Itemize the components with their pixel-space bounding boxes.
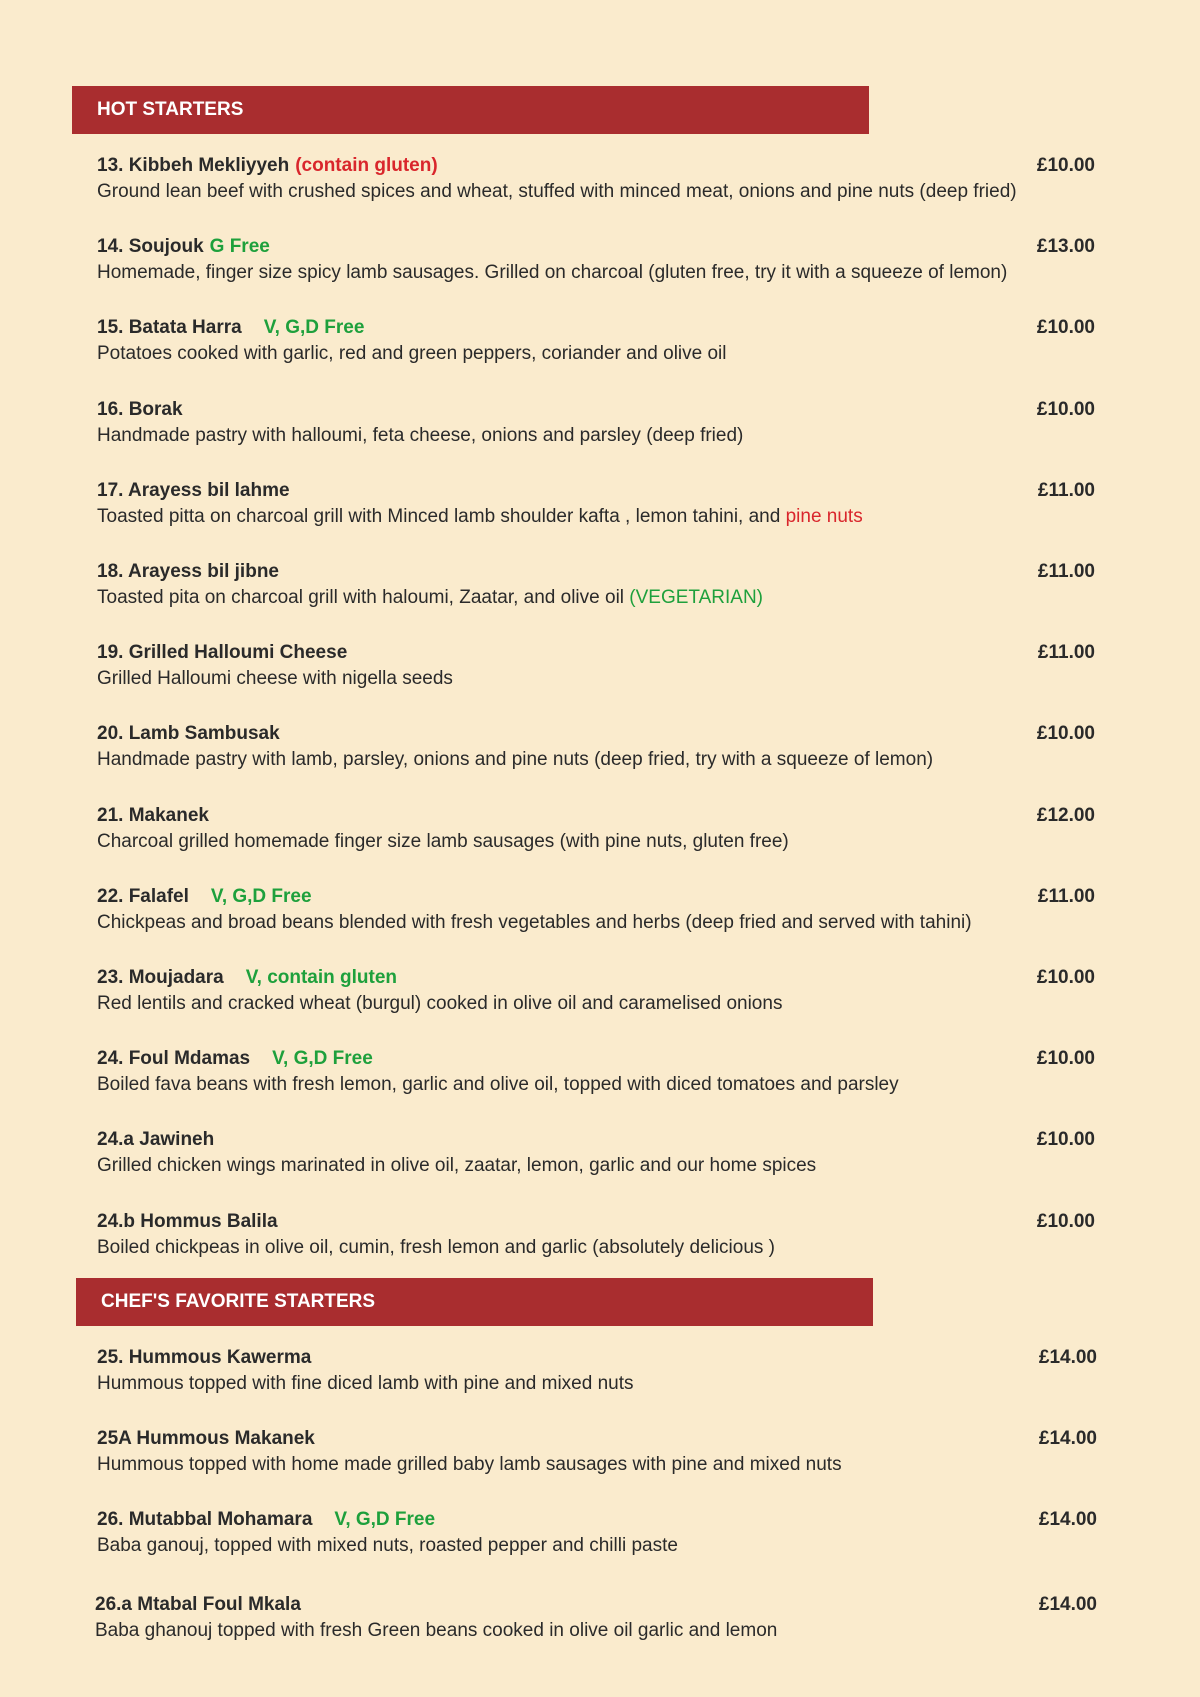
menu-item-heading	[97, 315, 1095, 341]
menu-item-price: £13.00	[1036, 236, 1095, 257]
menu-item-description	[97, 504, 1095, 530]
menu-item-description	[97, 666, 1095, 692]
menu-item-description	[97, 341, 1095, 367]
menu-item-description	[97, 1452, 1095, 1478]
menu-item	[97, 1209, 1095, 1261]
menu-item-description	[97, 829, 1095, 855]
menu-item-name: 17. Arayess bil lahme	[97, 480, 290, 501]
menu-item-heading	[97, 478, 1095, 504]
menu-item-name: 19. Grilled Halloumi Cheese	[97, 642, 348, 663]
menu-item-heading	[97, 1127, 1095, 1153]
menu-item-heading	[97, 397, 1095, 423]
menu-item-price: £11.00	[1037, 480, 1095, 501]
menu-item-heading	[97, 1507, 1095, 1533]
menu-item	[97, 884, 1095, 936]
menu-item-heading	[97, 884, 1095, 910]
menu-item-name: 24.b Hommus Balila	[97, 1211, 278, 1232]
menu-item-heading	[97, 640, 1095, 666]
description-text: Baba ghanouj topped with fresh Green beans cooked in olive oil garlic and lemon	[95, 1620, 778, 1641]
menu-item-name: 18. Arayess bil jibne	[97, 561, 279, 582]
menu-item-price: £12.00	[1036, 805, 1095, 826]
menu-item-name: 13. Kibbeh Mekliyyeh	[97, 155, 290, 176]
description-text: Handmade pastry with lamb, parsley, onions and pine nuts (deep fried, try with a squeeze of lemon)	[97, 749, 934, 770]
menu-item	[97, 1507, 1095, 1559]
menu-item	[97, 397, 1095, 449]
menu-item	[97, 1345, 1095, 1397]
description-highlight: (VEGETARIAN)	[629, 587, 764, 608]
menu-item-description	[97, 747, 1095, 773]
description-text: Grilled Halloumi cheese with nigella seeds	[97, 668, 453, 689]
section-header: HOT STARTERS	[72, 86, 869, 134]
menu-item	[97, 640, 1095, 692]
menu-item	[97, 1046, 1095, 1098]
menu-item-price: £10.00	[1036, 399, 1095, 420]
menu-item-price: £10.00	[1036, 1048, 1095, 1069]
description-text: Red lentils and cracked wheat (burgul) cooked in olive oil and caramelised onions	[97, 993, 783, 1014]
dietary-tag: V, G,D Free	[272, 1048, 373, 1069]
menu-item-heading	[97, 1345, 1095, 1371]
description-text: Hummous topped with home made grilled baby lamb sausages with pine and mixed nuts	[97, 1454, 842, 1475]
description-text: Boiled chickpeas in olive oil, cumin, fresh lemon and garlic (absolutely delicious )	[97, 1237, 775, 1258]
menu-item-price: £14.00	[1038, 1594, 1097, 1615]
menu-item-name: 25. Hummous Kawerma	[97, 1347, 312, 1368]
menu-item-name: 22. Falafel	[97, 886, 189, 907]
menu-item-price: £10.00	[1036, 723, 1095, 744]
description-text: Toasted pita on charcoal grill with haloumi, Zaatar, and olive oil	[97, 587, 630, 608]
description-text: Charcoal grilled homemade finger size lamb sausages (with pine nuts, gluten free)	[97, 831, 789, 852]
menu-item-price: £10.00	[1036, 967, 1095, 988]
menu-item-price: £10.00	[1036, 155, 1095, 176]
menu-item-price: £14.00	[1038, 1428, 1097, 1449]
menu-item	[97, 721, 1095, 773]
menu-item-heading	[97, 153, 1095, 179]
description-text: Chickpeas and broad beans blended with fresh vegetables and herbs (deep fried and served with tahini)	[97, 912, 972, 933]
menu-item-price: £10.00	[1036, 317, 1095, 338]
menu-item-description	[97, 179, 1095, 205]
menu-item-heading	[97, 1426, 1095, 1452]
menu-item	[97, 478, 1095, 530]
menu-item	[97, 234, 1095, 286]
description-text: Grilled chicken wings marinated in olive oil, zaatar, lemon, garlic and our home spices	[97, 1155, 817, 1176]
menu-item-heading	[95, 1592, 1095, 1618]
menu-item-price: £11.00	[1037, 642, 1095, 663]
menu-item-name: 21. Makanek	[97, 805, 209, 826]
menu-item-description	[97, 260, 1095, 286]
menu-item-description	[95, 1618, 1095, 1644]
description-highlight: pine nuts	[785, 506, 863, 527]
menu-item-price: £14.00	[1038, 1347, 1097, 1368]
dietary-tag: V, G,D Free	[263, 317, 365, 338]
description-text: Handmade pastry with halloumi, feta cheese, onions and parsley (deep fried)	[97, 425, 744, 446]
dietary-tag: G Free	[209, 236, 270, 257]
menu-item-description	[97, 585, 1095, 611]
menu-item-price: £11.00	[1037, 561, 1095, 582]
description-text: Potatoes cooked with garlic, red and green peppers, coriander and olive oil	[97, 343, 727, 364]
menu-item-heading	[97, 234, 1095, 260]
menu-item-heading	[97, 965, 1095, 991]
menu-item-price: £10.00	[1036, 1211, 1095, 1232]
menu-item-description	[97, 1153, 1095, 1179]
menu-item-name: 26.a Mtabal Foul Mkala	[95, 1594, 301, 1615]
menu-item-price: £11.00	[1037, 886, 1095, 907]
menu-item-name: 24.a Jawineh	[97, 1129, 215, 1150]
menu-item-description	[97, 1235, 1095, 1261]
section-header: CHEF'S FAVORITE STARTERS	[76, 1278, 873, 1326]
description-text: Ground lean beef with crushed spices and wheat, stuffed with minced meat, onions and pine nuts (deep fried)	[97, 181, 1017, 202]
menu-item-name: 23. Moujadara	[97, 967, 224, 988]
menu-item-name: 14. Soujouk	[97, 236, 204, 257]
menu-item-description	[97, 910, 1095, 936]
menu-item-name: 15. Batata Harra	[97, 317, 242, 338]
menu-item-heading	[97, 1209, 1095, 1235]
dietary-tag: V, G,D Free	[334, 1509, 436, 1530]
menu-item	[95, 1592, 1095, 1644]
menu-item-name: 24. Foul Mdamas	[97, 1048, 251, 1069]
menu-item-description	[97, 1371, 1095, 1397]
menu-item	[97, 315, 1095, 367]
dietary-tag: V, G,D Free	[210, 886, 312, 907]
menu-item	[97, 1426, 1095, 1478]
menu-item-name: 26. Mutabbal Mohamara	[97, 1509, 313, 1530]
description-text: Boiled fava beans with fresh lemon, garlic and olive oil, topped with diced tomatoes and parsley	[97, 1074, 899, 1095]
dietary-tag: V, contain gluten	[245, 967, 398, 988]
description-text: Homemade, finger size spicy lamb sausages. Grilled on charcoal (gluten free, try it with a squeeze of lemon)	[97, 262, 1008, 283]
menu-item-description	[97, 1072, 1095, 1098]
menu-item-description	[97, 1533, 1095, 1559]
menu-item-heading	[97, 1046, 1095, 1072]
menu-item	[97, 559, 1095, 611]
menu-item-price: £10.00	[1036, 1129, 1095, 1150]
menu-item	[97, 965, 1095, 1017]
menu-item-name: 20. Lamb Sambusak	[97, 723, 280, 744]
description-text: Baba ganouj, topped with mixed nuts, roasted pepper and chilli paste	[97, 1535, 678, 1556]
description-text: Hummous topped with fine diced lamb with pine and mixed nuts	[97, 1373, 634, 1394]
menu-item-description	[97, 991, 1095, 1017]
description-text: Toasted pitta on charcoal grill with Minced lamb shoulder kafta , lemon tahini, and	[97, 506, 786, 527]
menu-item-heading	[97, 721, 1095, 747]
dietary-tag: (contain gluten)	[295, 155, 438, 176]
menu-item	[97, 153, 1095, 205]
menu-item-heading	[97, 803, 1095, 829]
menu-item-heading	[97, 559, 1095, 585]
menu-item-price: £14.00	[1038, 1509, 1097, 1530]
menu-item	[97, 803, 1095, 855]
menu-item	[97, 1127, 1095, 1179]
menu-item-description	[97, 423, 1095, 449]
menu-item-name: 25A Hummous Makanek	[97, 1428, 315, 1449]
menu-item-name: 16. Borak	[97, 399, 183, 420]
